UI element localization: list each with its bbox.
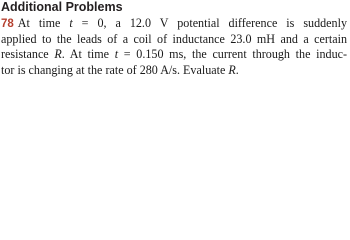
problem-line-4: tor is changing at the rate of 280 A/s. Evaluate R. — [1, 62, 239, 77]
section-title: Additional Problems — [1, 0, 123, 14]
problem-line-1-text: At time t = 0, a 12.0 V potential difference is suddenly — [17, 16, 347, 30]
problem-78 — [1, 16, 347, 78]
problem-number: 78 — [1, 18, 14, 30]
problem-line-3: resistance R. At time t = 0.150 ms, the current through the induc- — [1, 47, 348, 62]
problem-line-1 — [1, 16, 347, 32]
problem-line-2: applied to the leads of a coil of inductance 23.0 mH and a certain — [1, 32, 347, 47]
